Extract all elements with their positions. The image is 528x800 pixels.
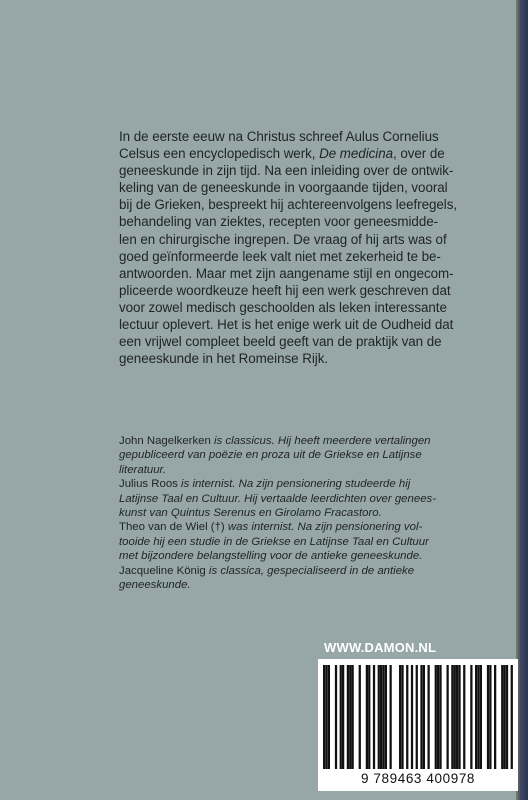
barcode-bar (439, 665, 441, 769)
author-name: Julius Roos (119, 478, 178, 491)
barcode-bar (328, 665, 330, 769)
bio-line: literatuur. (119, 463, 167, 476)
blurb-line: len en chirurgische ingrepen. De vraag of hij arts was of (119, 231, 447, 247)
bio-line: kunst van Quintus Serenus en Girolamo Fracastoro. (119, 507, 382, 520)
blurb-line: een vrijwel compleet beeld geeft van de praktijk van de (119, 334, 442, 350)
barcode-bar (411, 665, 413, 769)
blurb-line: geneeskunde in zijn tijd. Na een inleiding over de ontwik- (119, 163, 454, 179)
barcode-bar (511, 665, 513, 769)
barcode-bar (470, 665, 472, 769)
barcode-bar (463, 665, 465, 769)
barcode-bar (347, 665, 349, 769)
bio-text: is internist. Na zijn pensionering studeerde hij (177, 478, 411, 491)
book-title: De medicina (319, 146, 393, 162)
bio-line: gepubliceerd van poëzie en proza uit de Griekse en Latijnse (119, 449, 422, 462)
barcode-bar (454, 665, 456, 769)
barcode-bar (368, 665, 370, 769)
barcode-bar (451, 665, 453, 769)
barcode-bar (494, 665, 496, 769)
barcode-bar (477, 665, 479, 769)
barcode-bar (323, 665, 325, 769)
blurb-line: keling van de geneeskunde in voorgaande tijden, vooral (119, 180, 448, 196)
blurb-line: geneeskunde in het Romeinse Rijk. (119, 351, 329, 367)
barcode-bar (366, 665, 368, 769)
author-bios (119, 434, 514, 592)
barcode-bars (323, 665, 513, 771)
bio-text: is classicus. Hij heeft meerdere vertalingen (210, 435, 431, 447)
back-cover-blurb (119, 128, 509, 367)
blurb-line: In de eerste eeuw na Christus schreef Aulus Cornelius (119, 129, 439, 144)
barcode-bar (480, 665, 482, 769)
bio-text: is classica, gespecialiseerd in de antieke (205, 564, 415, 577)
blurb-line: pliceerde woordkeuze heeft hij een werk geschreven dat (119, 282, 451, 298)
blurb-line: behandeling van ziektes, recepten voor geneesmidde- (119, 214, 439, 230)
bio-line: met bijzondere belangstelling voor de antieke geneeskunde. (119, 550, 423, 563)
bio-line: Latijnse Taal en Cultuur. Hij vertaalde leerdichten over genees- (119, 492, 437, 505)
bio-line (119, 434, 514, 448)
barcode-bar (325, 665, 327, 769)
barcode-bar (359, 665, 361, 769)
barcode-bar (335, 665, 337, 769)
barcode-bar (458, 665, 460, 769)
barcode-bar (475, 665, 477, 769)
barcode-bar (406, 665, 408, 769)
barcode-bar (342, 665, 344, 769)
barcode-bar (447, 665, 449, 769)
author-name: Theo van de Wiel (†) (119, 521, 225, 534)
blurb-line (119, 145, 509, 162)
barcode-bar (352, 665, 354, 769)
bio-line: geneeskunde. (119, 579, 191, 592)
barcode-bar (385, 665, 387, 769)
barcode-bar (504, 665, 506, 769)
barcode-bar (489, 665, 491, 769)
barcode-bar (373, 665, 375, 769)
author-name: Jacqueline König (119, 564, 206, 577)
barcode-bar (416, 665, 418, 769)
barcode-bar (428, 665, 430, 769)
author-name: John Nagelkerken (119, 435, 211, 447)
bio-line: tooide hij een studie in de Griekse en Latijnse Taal en Cultuur (119, 535, 429, 548)
bio-text: was internist. Na zijn pensionering vol- (224, 521, 423, 534)
blurb-line: bij de Grieken, bespreekt hij achtereenvolgens leefregels, (119, 197, 458, 213)
barcode-bar (437, 665, 439, 769)
blurb-text: , over de (393, 146, 445, 162)
publisher-url: WWW.DAMON.NL (324, 640, 437, 655)
barcode-bar (340, 665, 342, 769)
barcode-bar (380, 665, 382, 769)
blurb-text: Celsus een encyclopedisch werk, (119, 146, 320, 162)
barcode-bar (382, 665, 384, 769)
barcode-bar (456, 665, 458, 769)
barcode-bar (390, 665, 392, 769)
isbn-number: 9 789463 400978 (360, 771, 476, 786)
barcode-bar (401, 665, 403, 769)
bio-line (119, 564, 514, 578)
barcode-bar (423, 665, 425, 769)
barcode-bar (349, 665, 351, 769)
blurb-line: lectuur oplevert. Het is het enige werk uit de Oudheid dat (119, 317, 454, 333)
barcode-bar (378, 665, 380, 769)
blurb-line: goed geïnformeerde leek valt niet met zekerheid te be- (119, 248, 441, 264)
barcode-bar (399, 665, 401, 769)
bio-line (119, 477, 514, 491)
bio-line (119, 520, 514, 534)
barcode-bar (420, 665, 422, 769)
barcode-bar (501, 665, 503, 769)
blurb-line: antwoorden. Maar met zijn aangename stijl en ongecom- (119, 265, 454, 281)
isbn-barcode (318, 659, 518, 791)
barcode-bar (506, 665, 508, 769)
blurb-line: voor zowel medisch geschoolden als leken interessante (119, 299, 447, 315)
barcode-bar (435, 665, 437, 769)
barcode-bar (487, 665, 489, 769)
